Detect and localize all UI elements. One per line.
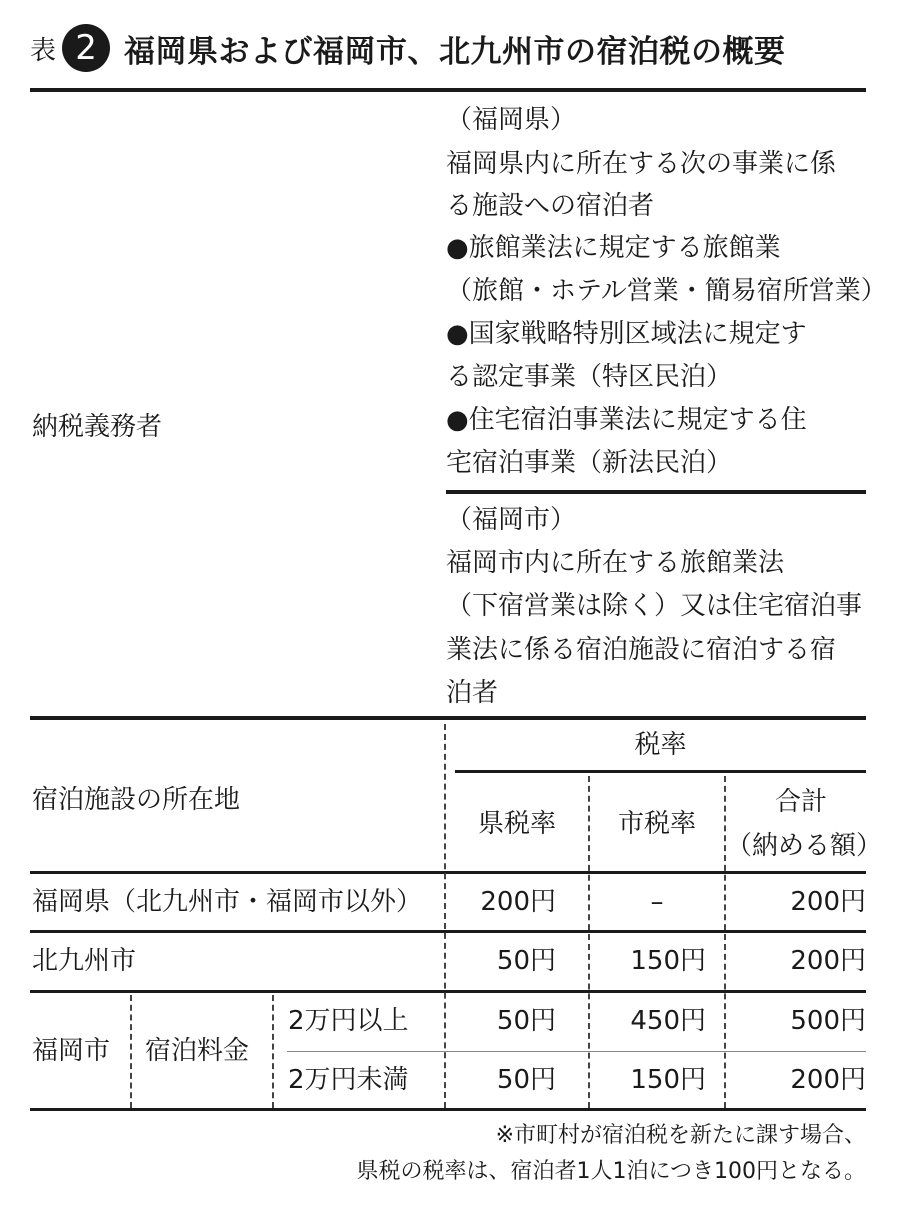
fee-range-cell: 2万円以上 [288,1006,409,1036]
text-line: ●住宅宿泊事業法に規定する住 [446,405,807,435]
text-line: 泊者 [446,678,499,708]
footnote-line-1: ※市町村が宿泊税を新たに課す場合、 [495,1123,866,1148]
city-rate-cell: 450円 [630,1006,706,1036]
text-line: （福岡県） [446,105,577,135]
pref-rate-cell: 50円 [496,1006,556,1036]
total-cell: 200円 [790,1065,866,1095]
taxpayer-label: 納税義務者 [32,412,163,442]
total-header: 合計 [774,787,827,817]
total-cell: 500円 [790,1006,866,1036]
header-bottom-rule [30,871,866,874]
location-header: 宿泊施設の所在地 [32,785,241,815]
top-rule [30,88,866,92]
rate-header-rule [455,770,866,773]
pref-rate-cell: 50円 [496,946,556,976]
pref-rate-cell: 200円 [480,887,556,917]
title-prefix: 表 [30,35,57,66]
text-line: （福岡市） [446,505,577,535]
page-title [30,20,786,76]
text-line: ●旅館業法に規定する旅館業 [446,233,781,263]
rates-top-rule [30,716,866,720]
text-line: る認定事業（特区民泊） [446,362,733,392]
city-rate-cell: – [650,887,664,917]
text-line: 福岡市内に所在する旅館業法 [446,548,785,578]
title-text: 福岡県および福岡市、北九州市の宿泊税の概要 [124,33,786,70]
fukuoka-city-inner-rule [287,1051,866,1052]
location-cell: 北九州市 [32,946,137,976]
rate-header: 税率 [634,730,687,760]
text-line: る施設への宿泊者 [446,191,655,221]
fukuoka-city-label: 福岡市 [32,1036,111,1066]
total-header-sub: （納める額） [726,831,883,861]
pref-rate-cell: 50円 [496,1065,556,1095]
city-rate-cell: 150円 [630,1065,706,1095]
row1-bottom-rule [30,930,866,933]
table-bottom-rule [30,1108,866,1111]
pref-rate-header: 県税率 [477,809,556,839]
city-rate-header: 市税率 [617,809,696,839]
text-line: ●国家戦略特別区域法に規定す [446,319,807,349]
col-separator-fukuoka-sublabel [272,995,274,1108]
taxpayer-divider [446,490,866,494]
total-cell: 200円 [790,946,866,976]
table-number-badge: 2 [62,24,110,72]
fee-range-cell: 2万円未満 [288,1065,409,1095]
footnote-line-2: 県税の税率は、宿泊者1人1泊につき100円となる。 [356,1159,866,1184]
text-line: 業法に係る宿泊施設に宿泊する宿 [446,635,837,665]
text-line: 宅宿泊事業（新法民泊） [446,448,733,478]
total-cell: 200円 [790,887,866,917]
lodging-fee-label: 宿泊料金 [145,1036,250,1066]
city-rate-cell: 150円 [630,946,706,976]
row2-bottom-rule [30,990,866,993]
col-separator-fukuoka-label [130,995,132,1108]
text-line: （旅館・ホテル営業・簡易宿所営業） [446,276,887,306]
location-cell: 福岡県（北九州市・福岡市以外） [32,887,423,917]
text-line: 福岡県内に所在する次の事業に係 [446,149,837,179]
text-line: （下宿営業は除く）又は住宅宿泊事 [446,591,863,621]
